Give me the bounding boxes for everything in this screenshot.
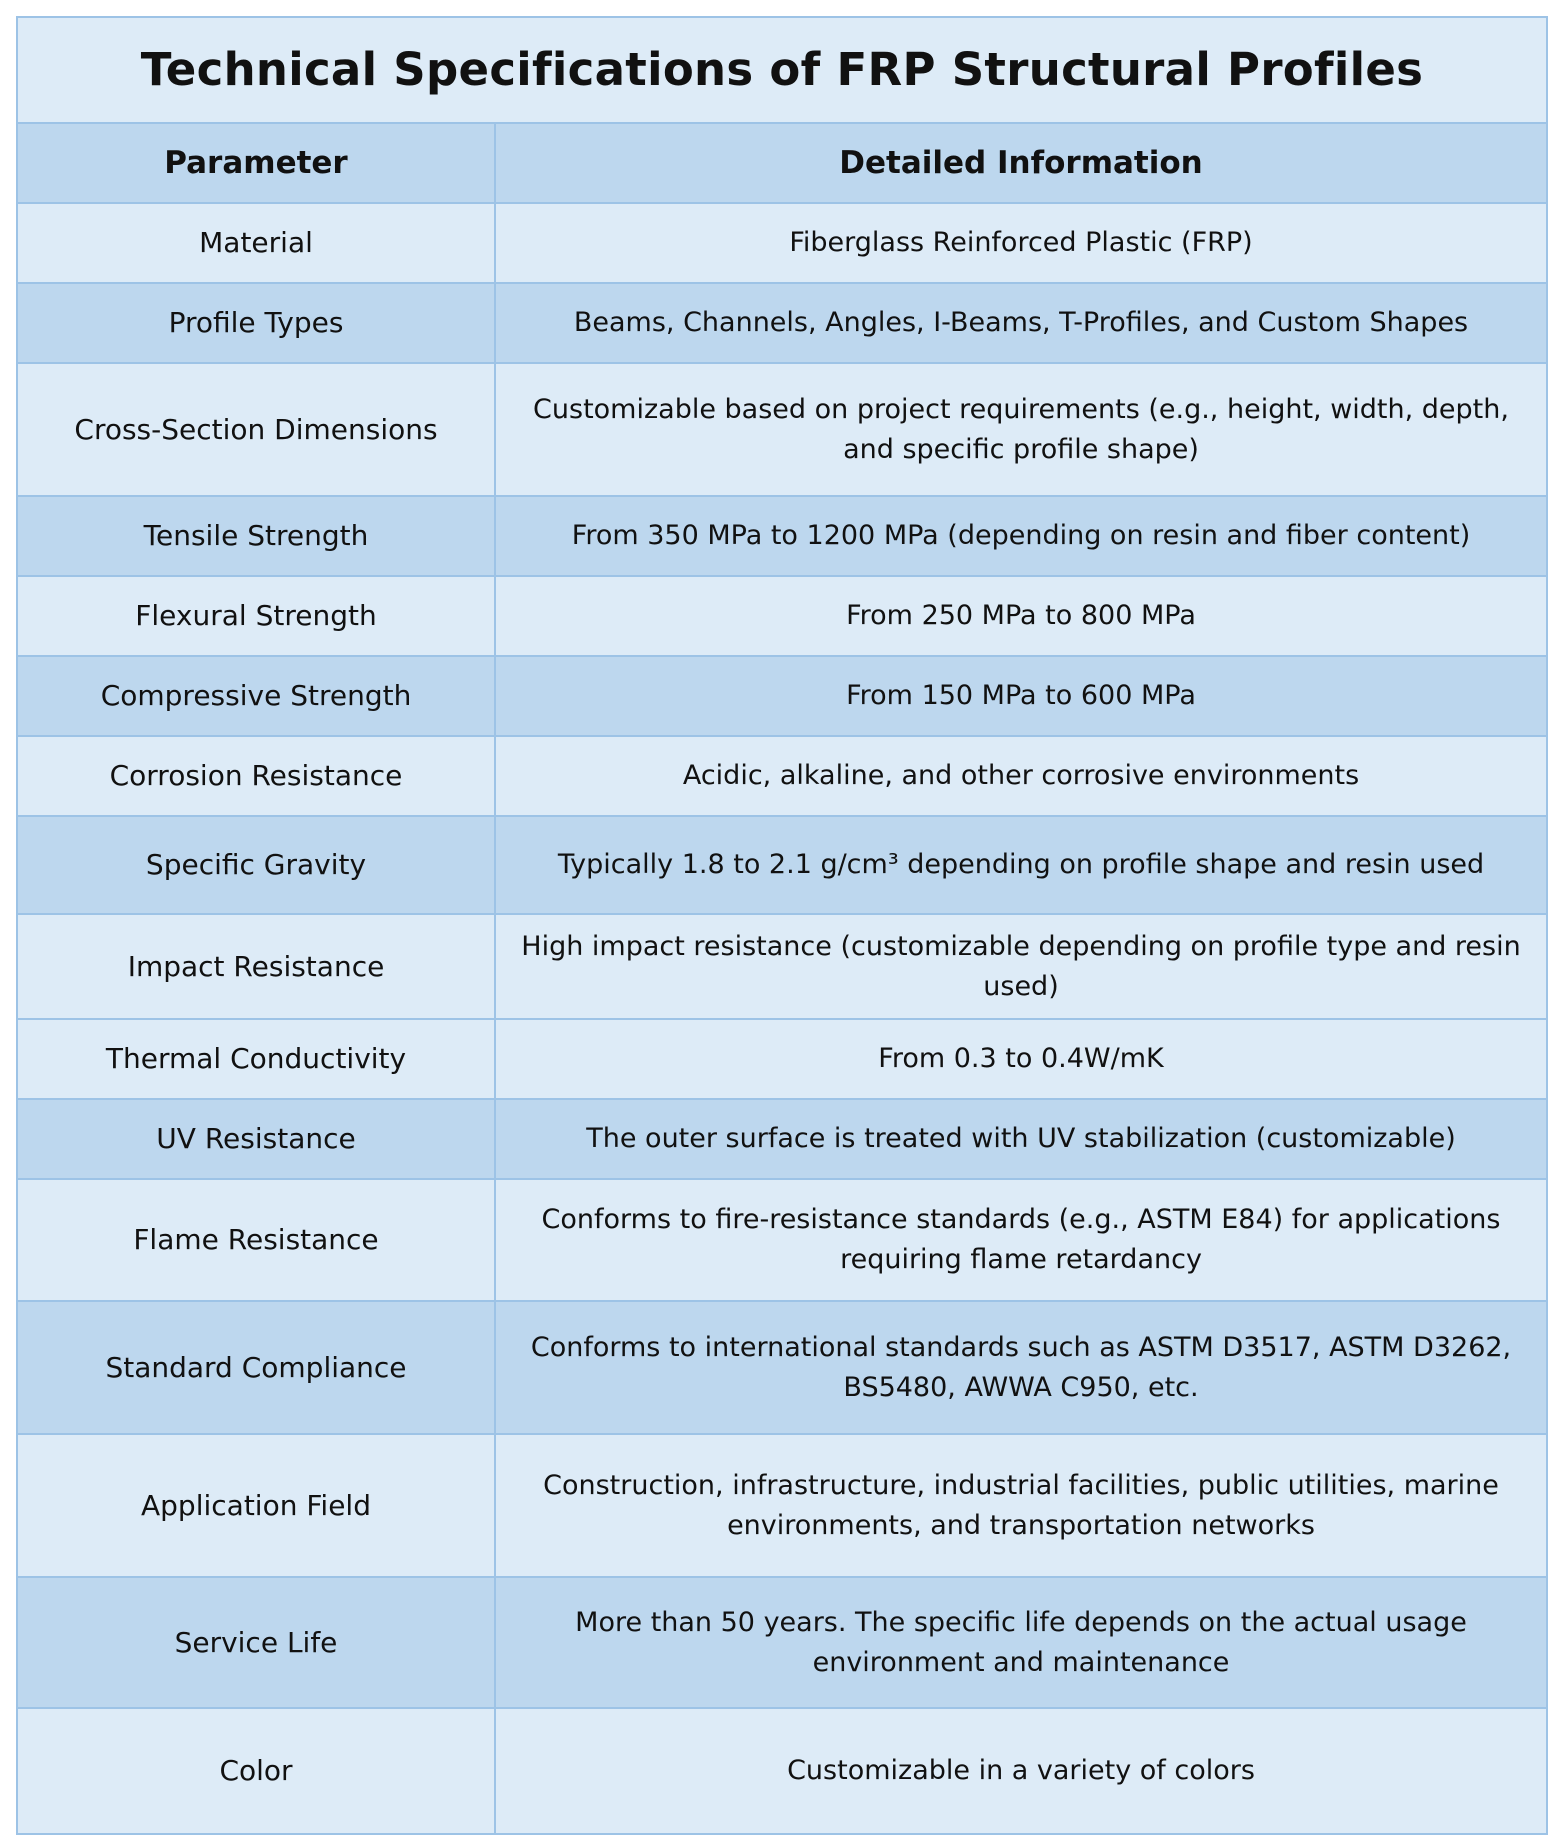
header-parameter: Parameter [17,123,495,203]
info-cell: High impact resistance (customizable depending on profile type and resin used) [495,914,1547,1019]
parameter-cell: Service Life [17,1577,495,1708]
info-cell: Fiberglass Reinforced Plastic (FRP) [495,203,1547,283]
parameter-cell: UV Resistance [17,1099,495,1179]
parameter-cell: Thermal Conductivity [17,1019,495,1099]
table-row [17,816,1547,914]
table-row [17,914,1547,1019]
info-cell: From 250 MPa to 800 MPa [495,576,1547,656]
parameter-cell: Flame Resistance [17,1179,495,1301]
parameter-cell: Profile Types [17,283,495,363]
info-cell: The outer surface is treated with UV stabilization (customizable) [495,1099,1547,1179]
info-cell: From 0.3 to 0.4W/mK [495,1019,1547,1099]
info-cell: Construction, infrastructure, industrial facilities, public utilities, marine environments, and transportation networks [495,1434,1547,1577]
info-cell: Conforms to fire-resistance standards (e.g., ASTM E84) for applications requiring flame retardancy [495,1179,1547,1301]
info-cell: Customizable based on project requirements (e.g., height, width, depth, and specific profile shape) [495,363,1547,496]
table-row [17,1099,1547,1179]
table-title: Technical Specifications of FRP Structural Profiles [17,17,1547,123]
info-cell: From 150 MPa to 600 MPa [495,656,1547,736]
info-cell: Typically 1.8 to 2.1 g/cm³ depending on profile shape and resin used [495,816,1547,914]
header-detailed-information: Detailed Information [495,123,1547,203]
parameter-cell: Material [17,203,495,283]
parameter-cell: Color [17,1708,495,1834]
table-row [17,1708,1547,1834]
table-row [17,576,1547,656]
table-row [17,656,1547,736]
table-row [17,1301,1547,1434]
info-cell: More than 50 years. The specific life depends on the actual usage environment and maintenance [495,1577,1547,1708]
parameter-cell: Corrosion Resistance [17,736,495,816]
info-cell: Conforms to international standards such as ASTM D3517, ASTM D3262, BS5480, AWWA C950, etc. [495,1301,1547,1434]
spec-table [16,16,1548,1835]
parameter-cell: Cross-Section Dimensions [17,363,495,496]
table-row [17,1434,1547,1577]
parameter-cell: Flexural Strength [17,576,495,656]
parameter-cell: Application Field [17,1434,495,1577]
info-cell: Beams, Channels, Angles, I-Beams, T-Profiles, and Custom Shapes [495,283,1547,363]
parameter-cell: Specific Gravity [17,816,495,914]
table-row [17,1577,1547,1708]
table-row [17,203,1547,283]
table-row [17,283,1547,363]
parameter-cell: Impact Resistance [17,914,495,1019]
parameter-cell: Standard Compliance [17,1301,495,1434]
parameter-cell: Compressive Strength [17,656,495,736]
table-row [17,363,1547,496]
table-row [17,1019,1547,1099]
table-row [17,496,1547,576]
parameter-cell: Tensile Strength [17,496,495,576]
info-cell: Customizable in a variety of colors [495,1708,1547,1834]
table-row [17,1179,1547,1301]
table-body [17,203,1547,1834]
info-cell: From 350 MPa to 1200 MPa (depending on resin and fiber content) [495,496,1547,576]
table-row [17,736,1547,816]
info-cell: Acidic, alkaline, and other corrosive environments [495,736,1547,816]
